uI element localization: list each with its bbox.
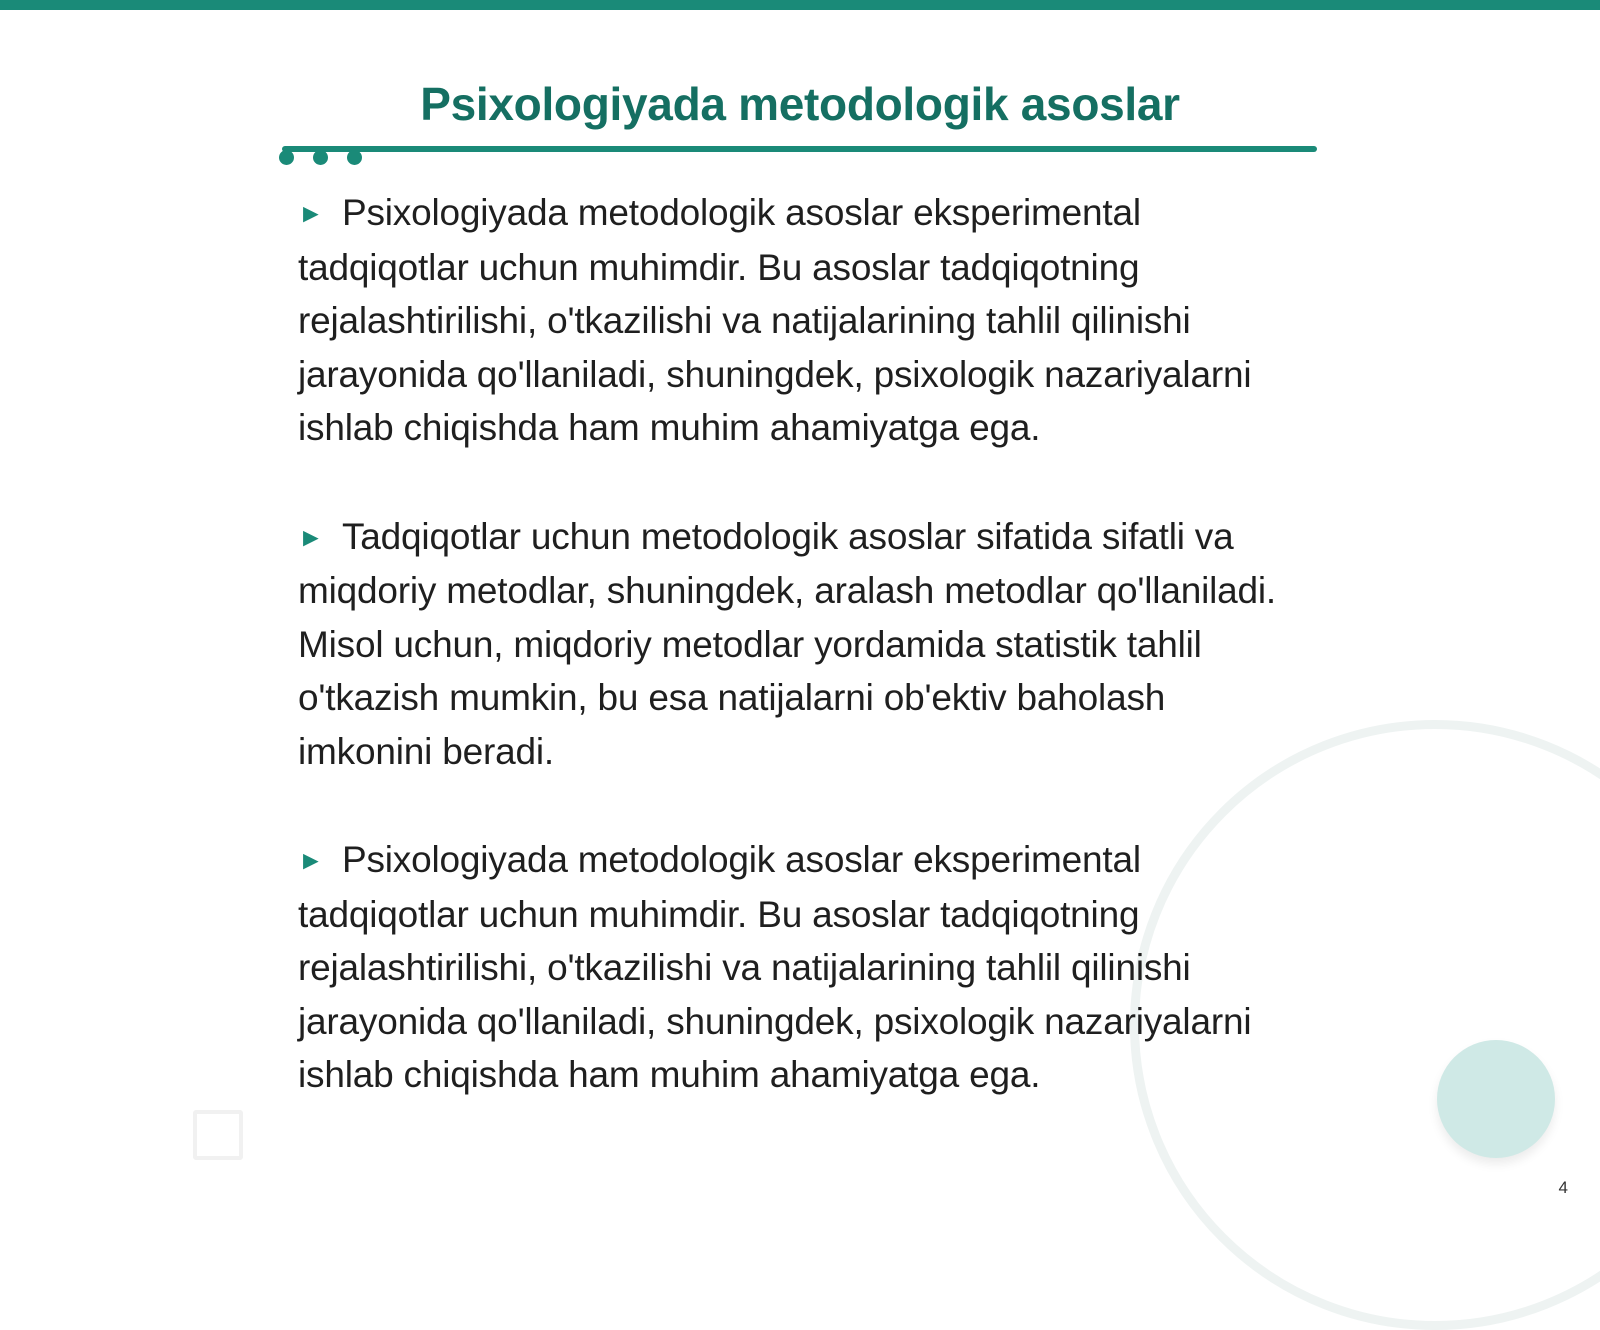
decorative-circle — [1437, 1040, 1555, 1158]
bullet-list — [298, 186, 1308, 1157]
bullet-text: Psixologiyada metodologik asoslar eksperimental tadqiqotlar uchun muhimdir. Bu asoslar tadqiqotning rejalashtirilishi, o'tkazilishi va natijalarining tahlil qilinishi jarayonida qo'llaniladi, shuningdek, psixologik nazariyalarni ishlab chiqishda ham muhim ahamiyatga ega. — [298, 192, 1252, 448]
decorative-square — [193, 1110, 243, 1160]
bullet-item — [298, 833, 1308, 1102]
underline-dot — [313, 150, 328, 165]
top-accent-bar — [0, 0, 1600, 10]
triangle-right-icon: ► — [298, 845, 324, 875]
underline-dot — [279, 150, 294, 165]
bullet-text: Psixologiyada metodologik asoslar eksperimental tadqiqotlar uchun muhimdir. Bu asoslar tadqiqotning rejalashtirilishi, o'tkazilishi va natijalarining tahlil qilinishi jarayonida qo'llaniladi, shuningdek, psixologik nazariyalarni ishlab chiqishda ham muhim ahamiyatga ega. — [298, 839, 1252, 1095]
bullet-text: Tadqiqotlar uchun metodologik asoslar sifatida sifatli va miqdoriy metodlar, shuningdek, aralash metodlar qo'llaniladi. Misol uchun, miqdoriy metodlar yordamida statistik tahlil o'tkazish mumkin, bu esa natijalarni ob'ektiv baholash imkonini beradi. — [298, 515, 1276, 772]
slide-title: Psixologiyada metodologik asoslar — [420, 78, 1180, 130]
title-underline — [282, 146, 1317, 152]
page-number: 4 — [1558, 1178, 1568, 1197]
triangle-right-icon: ► — [298, 198, 324, 228]
underline-dot — [347, 150, 362, 165]
bullet-item — [298, 186, 1308, 455]
triangle-right-icon: ► — [298, 521, 324, 552]
bullet-item — [298, 510, 1308, 779]
